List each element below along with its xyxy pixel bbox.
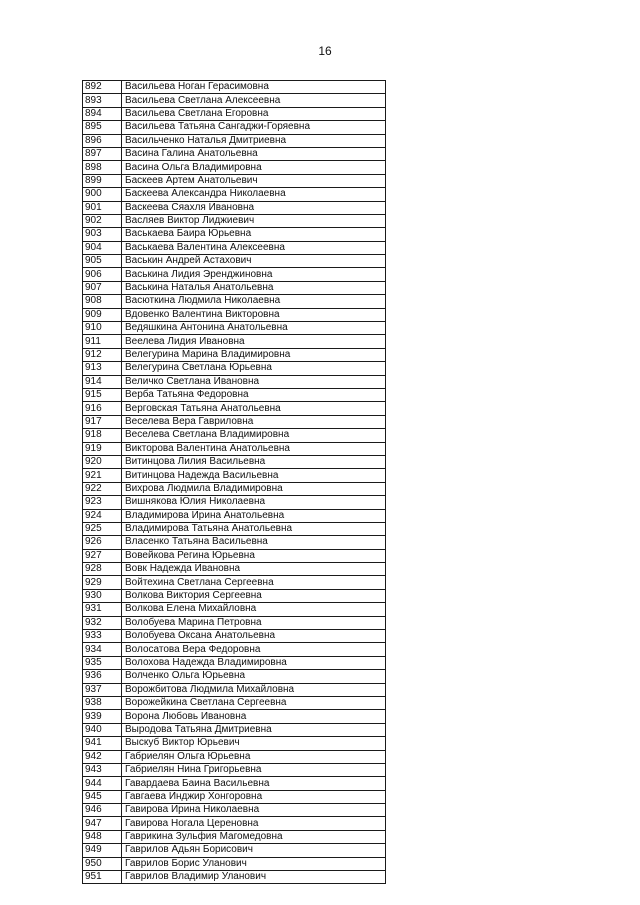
row-number: 915 (83, 388, 122, 401)
row-full-name: Ворожейкина Светлана Сергеевна (122, 696, 386, 709)
row-full-name: Ведяшкина Антонина Анатольевна (122, 322, 386, 335)
row-number: 897 (83, 147, 122, 160)
table-row (83, 295, 386, 308)
row-full-name: Васькин Андрей Астахович (122, 255, 386, 268)
table-row (83, 589, 386, 602)
table-row (83, 268, 386, 281)
row-full-name: Волобуева Марина Петровна (122, 616, 386, 629)
table-row (83, 174, 386, 187)
row-full-name: Веелева Лидия Ивановна (122, 335, 386, 348)
row-full-name: Гаврикина Зульфия Магомедовна (122, 830, 386, 843)
table-row (83, 335, 386, 348)
row-number: 905 (83, 255, 122, 268)
table-row (83, 201, 386, 214)
table-row (83, 281, 386, 294)
row-number: 941 (83, 737, 122, 750)
row-full-name: Вдовенко Валентина Викторовна (122, 308, 386, 321)
table-row (83, 737, 386, 750)
row-number: 924 (83, 509, 122, 522)
names-table-body (83, 81, 386, 884)
table-row (83, 442, 386, 455)
row-number: 946 (83, 804, 122, 817)
row-number: 936 (83, 670, 122, 683)
table-row (83, 830, 386, 843)
row-full-name: Власенко Татьяна Васильевна (122, 536, 386, 549)
row-full-name: Гавирова Ирина Николаевна (122, 804, 386, 817)
table-row (83, 603, 386, 616)
row-full-name: Волкова Виктория Сергеевна (122, 589, 386, 602)
table-row (83, 161, 386, 174)
row-full-name: Ворона Любовь Ивановна (122, 710, 386, 723)
row-number: 909 (83, 308, 122, 321)
table-row (83, 134, 386, 147)
table-row (83, 81, 386, 94)
row-number: 904 (83, 241, 122, 254)
names-table (82, 80, 386, 884)
row-full-name: Велегурина Светлана Юрьевна (122, 362, 386, 375)
row-number: 949 (83, 844, 122, 857)
row-full-name: Вишнякова Юлия Николаевна (122, 496, 386, 509)
row-full-name: Васильева Татьяна Сангаджи-Горяевна (122, 121, 386, 134)
row-number: 929 (83, 576, 122, 589)
table-row (83, 348, 386, 361)
row-full-name: Вихрова Людмила Владимировна (122, 482, 386, 495)
row-number: 903 (83, 228, 122, 241)
table-row (83, 670, 386, 683)
table-row (83, 308, 386, 321)
row-number: 930 (83, 589, 122, 602)
row-number: 914 (83, 375, 122, 388)
row-full-name: Верба Татьяна Федоровна (122, 388, 386, 401)
row-number: 917 (83, 415, 122, 428)
table-row (83, 710, 386, 723)
table-row (83, 429, 386, 442)
table-row (83, 402, 386, 415)
row-full-name: Гаврилов Борис Уланович (122, 857, 386, 870)
row-number: 940 (83, 723, 122, 736)
table-row (83, 857, 386, 870)
row-number: 900 (83, 188, 122, 201)
row-number: 912 (83, 348, 122, 361)
row-number: 898 (83, 161, 122, 174)
row-full-name: Витинцова Надежда Васильевна (122, 469, 386, 482)
table-row (83, 241, 386, 254)
table-row (83, 362, 386, 375)
row-full-name: Велегурина Марина Владимировна (122, 348, 386, 361)
row-number: 901 (83, 201, 122, 214)
row-full-name: Васильева Светлана Егоровна (122, 107, 386, 120)
row-full-name: Васькаева Баира Юрьевна (122, 228, 386, 241)
row-full-name: Гаврилов Адьян Борисович (122, 844, 386, 857)
table-row (83, 563, 386, 576)
row-full-name: Ворожбитова Людмила Михайловна (122, 683, 386, 696)
row-number: 933 (83, 630, 122, 643)
table-row (83, 777, 386, 790)
row-full-name: Баскеева Александра Николаевна (122, 188, 386, 201)
row-number: 922 (83, 482, 122, 495)
row-number: 942 (83, 750, 122, 763)
row-full-name: Веселева Вера Гавриловна (122, 415, 386, 428)
row-full-name: Волобуева Оксана Анатольевна (122, 630, 386, 643)
table-row (83, 94, 386, 107)
row-number: 927 (83, 549, 122, 562)
row-number: 918 (83, 429, 122, 442)
row-number: 925 (83, 522, 122, 535)
table-row (83, 228, 386, 241)
row-number: 913 (83, 362, 122, 375)
row-full-name: Викторова Валентина Анатольевна (122, 442, 386, 455)
row-number: 908 (83, 295, 122, 308)
row-number: 939 (83, 710, 122, 723)
row-full-name: Волченко Ольга Юрьевна (122, 670, 386, 683)
row-full-name: Васильченко Наталья Дмитриевна (122, 134, 386, 147)
table-row (83, 804, 386, 817)
row-full-name: Васюткина Людмила Николаевна (122, 295, 386, 308)
table-row (83, 496, 386, 509)
row-number: 937 (83, 683, 122, 696)
row-number: 902 (83, 214, 122, 227)
table-row (83, 322, 386, 335)
row-full-name: Владимирова Татьяна Анатольевна (122, 522, 386, 535)
row-full-name: Гаврилов Владимир Уланович (122, 871, 386, 884)
row-full-name: Габриелян Ольга Юрьевна (122, 750, 386, 763)
row-number: 919 (83, 442, 122, 455)
table-row (83, 790, 386, 803)
row-full-name: Васильева Ноган Герасимовна (122, 81, 386, 94)
table-row (83, 455, 386, 468)
table-row (83, 576, 386, 589)
table-row (83, 522, 386, 535)
table-row (83, 121, 386, 134)
row-number: 892 (83, 81, 122, 94)
row-full-name: Баскеев Артем Анатольевич (122, 174, 386, 187)
row-full-name: Гавгаева Инджир Хонгоровна (122, 790, 386, 803)
table-row (83, 188, 386, 201)
table-row (83, 723, 386, 736)
table-row (83, 844, 386, 857)
row-full-name: Верговская Татьяна Анатольевна (122, 402, 386, 415)
row-number: 948 (83, 830, 122, 843)
table-row (83, 683, 386, 696)
row-full-name: Васляев Виктор Лиджиевич (122, 214, 386, 227)
row-full-name: Витинцова Лилия Васильевна (122, 455, 386, 468)
row-number: 920 (83, 455, 122, 468)
row-number: 916 (83, 402, 122, 415)
row-full-name: Вовк Надежда Ивановна (122, 563, 386, 576)
row-number: 944 (83, 777, 122, 790)
table-row (83, 696, 386, 709)
row-full-name: Войтехина Светлана Сергеевна (122, 576, 386, 589)
row-full-name: Вовейкова Регина Юрьевна (122, 549, 386, 562)
row-number: 931 (83, 603, 122, 616)
row-number: 906 (83, 268, 122, 281)
page-number: 16 (318, 44, 332, 58)
row-number: 934 (83, 643, 122, 656)
row-full-name: Выскуб Виктор Юрьевич (122, 737, 386, 750)
row-full-name: Гавардаева Баина Васильевна (122, 777, 386, 790)
row-full-name: Васькина Наталья Анатольевна (122, 281, 386, 294)
row-number: 896 (83, 134, 122, 147)
row-number: 907 (83, 281, 122, 294)
table-row (83, 549, 386, 562)
row-number: 893 (83, 94, 122, 107)
row-full-name: Васина Галина Анатольевна (122, 147, 386, 160)
row-full-name: Васкеева Сяахля Ивановна (122, 201, 386, 214)
row-full-name: Васькина Лидия Эренджиновна (122, 268, 386, 281)
row-full-name: Владимирова Ирина Анатольевна (122, 509, 386, 522)
row-full-name: Выродова Татьяна Дмитриевна (122, 723, 386, 736)
row-number: 947 (83, 817, 122, 830)
row-full-name: Васильева Светлана Алексеевна (122, 94, 386, 107)
table-row (83, 255, 386, 268)
table-row (83, 388, 386, 401)
row-full-name: Габриелян Нина Григорьевна (122, 763, 386, 776)
row-number: 921 (83, 469, 122, 482)
row-number: 899 (83, 174, 122, 187)
row-full-name: Волохова Надежда Владимировна (122, 656, 386, 669)
row-number: 894 (83, 107, 122, 120)
row-number: 928 (83, 563, 122, 576)
table-row (83, 871, 386, 884)
row-full-name: Волосатова Вера Федоровна (122, 643, 386, 656)
row-full-name: Веселева Светлана Владимировна (122, 429, 386, 442)
table-row (83, 817, 386, 830)
table-row (83, 214, 386, 227)
row-number: 943 (83, 763, 122, 776)
row-full-name: Васина Ольга Владимировна (122, 161, 386, 174)
table-row (83, 536, 386, 549)
table-row (83, 616, 386, 629)
row-number: 950 (83, 857, 122, 870)
row-number: 932 (83, 616, 122, 629)
row-full-name: Гавирова Ногала Цереновна (122, 817, 386, 830)
table-row (83, 147, 386, 160)
row-number: 910 (83, 322, 122, 335)
row-number: 938 (83, 696, 122, 709)
row-number: 935 (83, 656, 122, 669)
row-number: 951 (83, 871, 122, 884)
table-row (83, 375, 386, 388)
row-number: 945 (83, 790, 122, 803)
table-row (83, 107, 386, 120)
table-row (83, 750, 386, 763)
table-row (83, 656, 386, 669)
row-full-name: Величко Светлана Ивановна (122, 375, 386, 388)
table-row (83, 763, 386, 776)
table-row (83, 482, 386, 495)
row-number: 926 (83, 536, 122, 549)
row-full-name: Васькаева Валентина Алексеевна (122, 241, 386, 254)
table-row (83, 630, 386, 643)
table-row (83, 509, 386, 522)
row-full-name: Волкова Елена Михайловна (122, 603, 386, 616)
table-row (83, 643, 386, 656)
table-row (83, 415, 386, 428)
table-row (83, 469, 386, 482)
row-number: 895 (83, 121, 122, 134)
row-number: 911 (83, 335, 122, 348)
row-number: 923 (83, 496, 122, 509)
